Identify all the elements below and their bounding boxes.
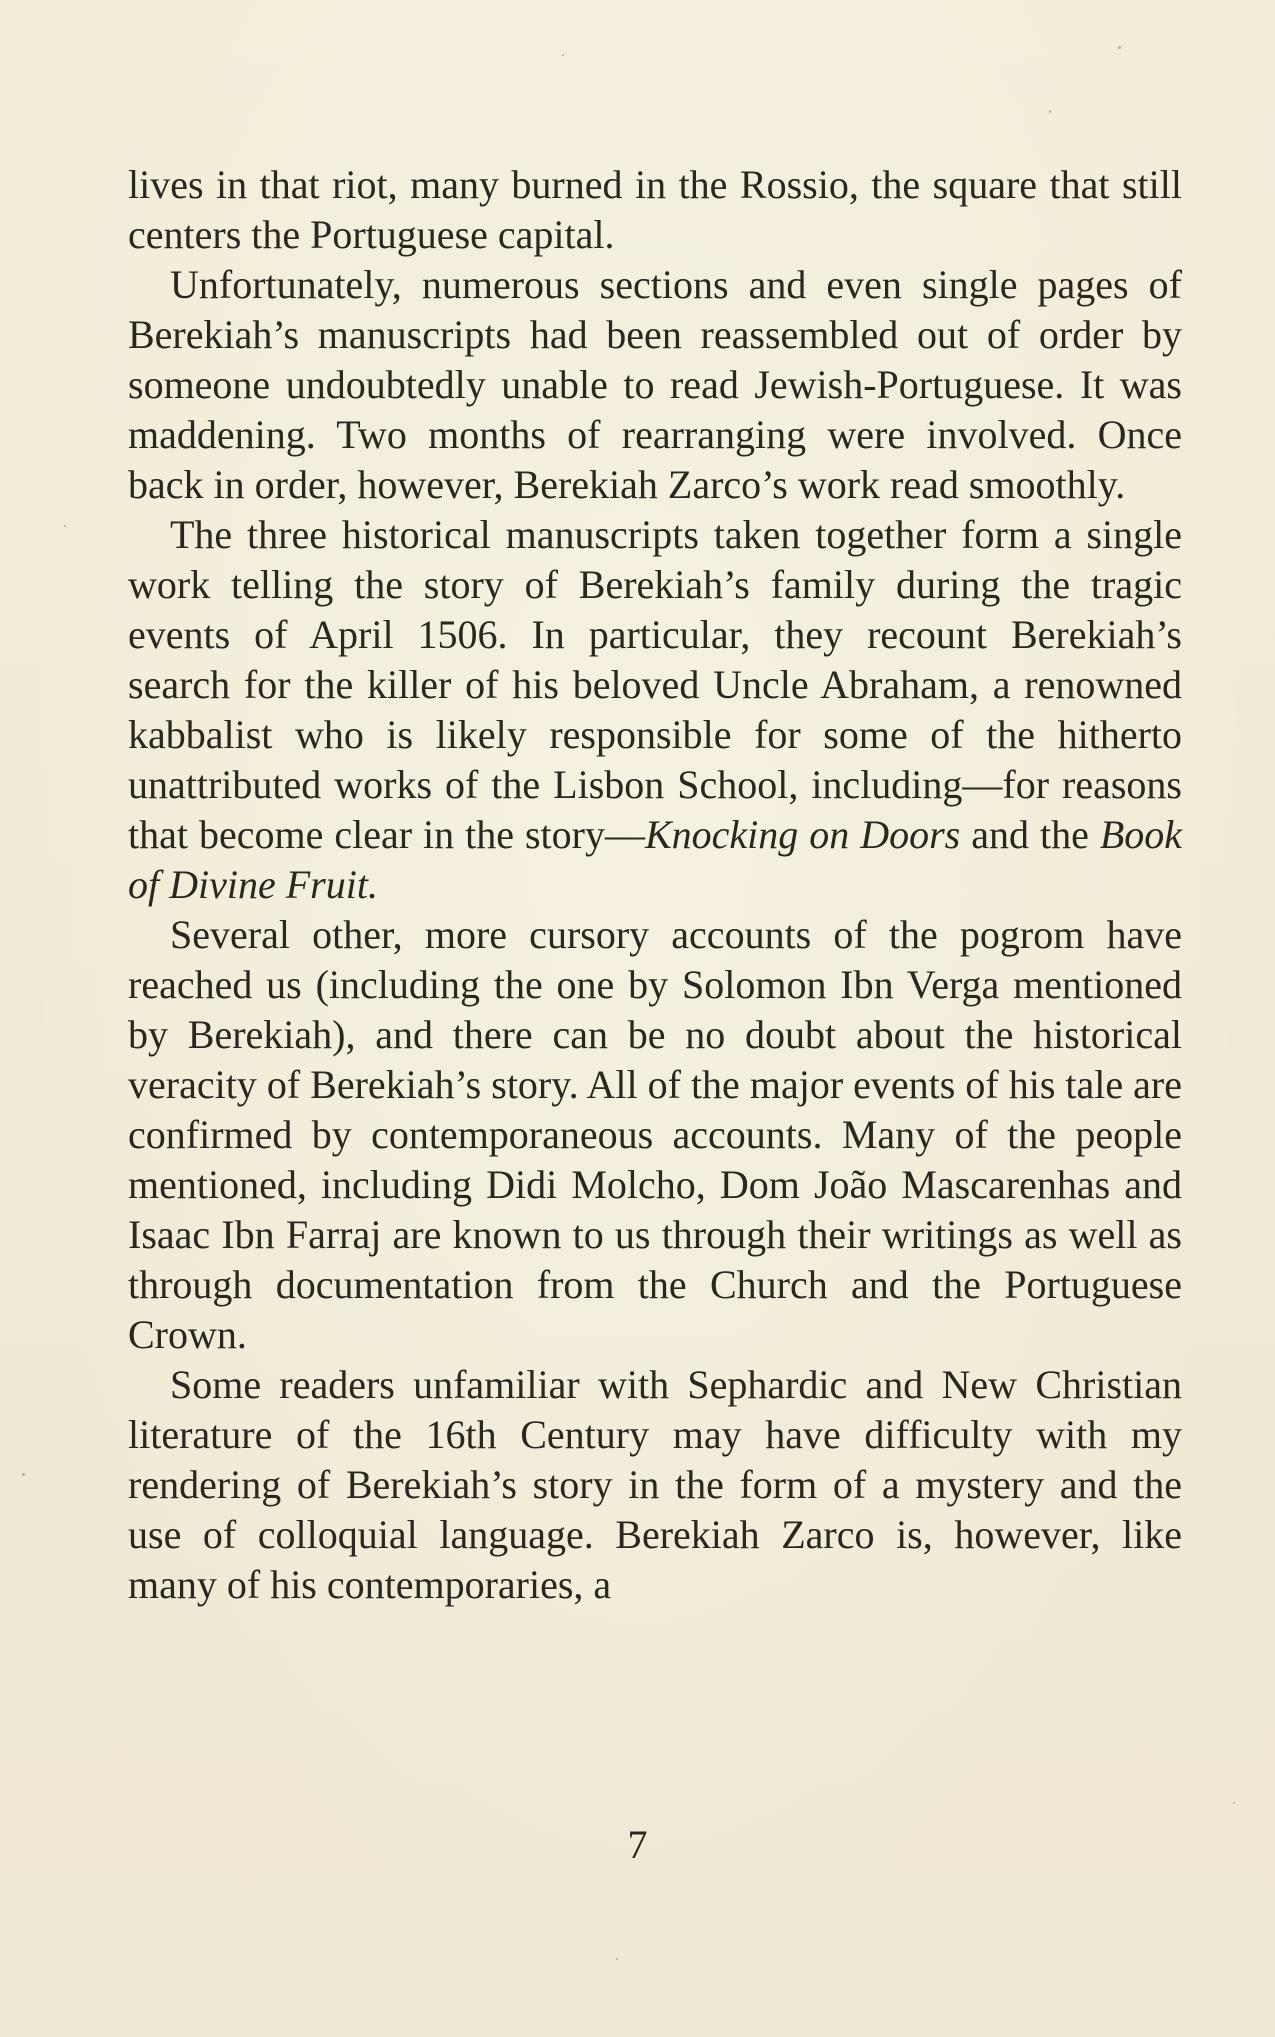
- paper-speck: [22, 1473, 25, 1476]
- italic-title: Knocking on Doors: [644, 812, 961, 857]
- text-run: and the: [960, 812, 1100, 857]
- paper-speck: [64, 525, 66, 527]
- paper-speck: [1233, 1802, 1235, 1804]
- paragraph: [128, 510, 1182, 910]
- body-text: [128, 160, 1182, 1610]
- text-run: The three historical manuscripts taken together form a single work telling the story of Berekiah’s family during the tragic events of April 1506. In particular, they recount Berekiah’s search for the killer of his beloved Uncle Abraham, a renowned kabbalist who is likely responsible for some of the hitherto unattributed works of the Lisbon School, including—for reasons that become clear in the story—: [128, 512, 1182, 857]
- text-run: Unfortunately, numerous sections and even single pages of Berekiah’s manuscripts had been reassembled out of order by someone undoubtedly unable to read Jewish-Portuguese. It was maddening. Two months of rearranging were involved. Once back in order, however, Berekiah Zarco’s work read smoothly.: [128, 262, 1182, 507]
- paper-speck: [616, 1958, 618, 1960]
- paragraph: [128, 160, 1182, 260]
- italic-title: Book of Divine Fruit.: [128, 812, 1183, 907]
- paragraph: [128, 260, 1182, 510]
- paper-speck: [562, 54, 564, 56]
- text-run: lives in that riot, many burned in the Rossio, the square that still centers the Portuguese capital.: [128, 162, 1182, 257]
- text-run: Some readers unfamiliar with Sephardic and New Christian literature of the 16th Century may have difficulty with my rendering of Berekiah’s story in the form of a mystery and the use of colloquial language. Berekiah Zarco is, however, like many of his contemporaries, a: [128, 1362, 1182, 1607]
- paper-speck: [1049, 110, 1051, 113]
- paragraph: [128, 1360, 1182, 1610]
- text-run: Several other, more cursory accounts of the pogrom have reached us (including the one by Solomon Ibn Verga mentioned by Berekiah), and there can be no doubt about the historical veracity of Berekiah’s story. All of the major events of his tale are confirmed by contemporaneous accounts. Many of the people mentioned, including Didi Molcho, Dom João Mascarenhas and Isaac Ibn Farraj are known to us through their writings as well as through documentation from the Church and the Portuguese Crown.: [128, 912, 1182, 1357]
- paper-speck: [1118, 46, 1121, 49]
- paragraph: [128, 910, 1182, 1360]
- page-number: 7: [627, 1822, 648, 1867]
